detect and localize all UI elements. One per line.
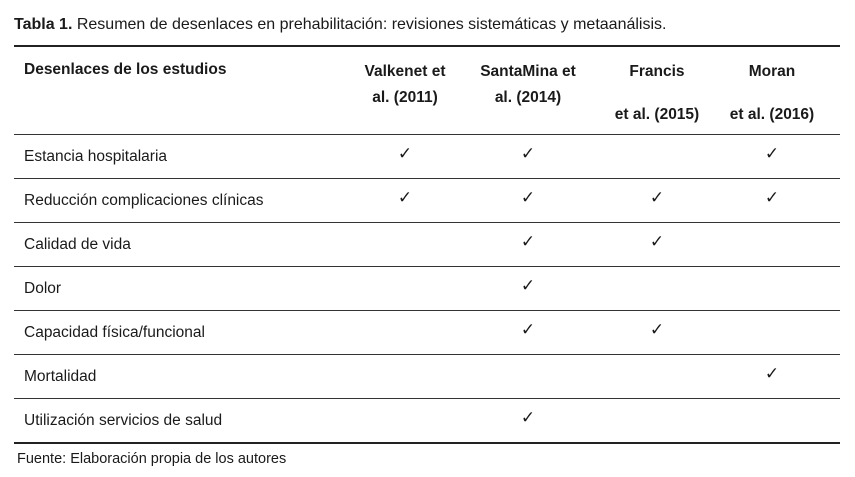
header-study-line1: Valkenet et [364,63,446,80]
check-icon: ✓ [397,144,413,163]
header-study-line2: al. (2011) [372,89,438,106]
table-row [14,355,840,398]
table-row [14,267,840,310]
check-icon: ✓ [520,188,536,207]
header-study-line1: Francis [629,63,685,80]
row-outcome: Mortalidad [24,368,97,385]
outcomes-table [14,45,840,444]
row-outcome: Estancia hospitalaria [24,148,168,165]
table-row [14,223,840,266]
table-body [14,134,840,442]
row-outcome: Dolor [24,280,62,297]
check-icon: ✓ [649,320,665,339]
caption-label: Tabla 1. [14,16,73,33]
row-outcome: Calidad de vida [24,236,131,253]
table-caption [14,15,666,35]
header-study-line1: SantaMina et [480,63,576,80]
row-outcome: Reducción complicaciones clínicas [24,192,264,209]
check-icon: ✓ [520,276,536,295]
check-icon: ✓ [520,144,536,163]
table-source: Fuente: Elaboración propia de los autores [17,451,287,467]
header-study-line2: et al. (2016) [729,106,815,123]
table-header-row [14,47,840,134]
check-icon: ✓ [649,232,665,251]
table-row [14,135,840,178]
table-bottom-rule [14,442,840,444]
row-outcome: Capacidad física/funcional [24,324,205,341]
header-outcomes: Desenlaces de los estudios [24,61,227,78]
check-icon: ✓ [764,188,780,207]
header-study-valkenet [358,59,452,111]
header-study-line2: et al. (2015) [614,106,700,123]
header-study-line1: Moran [748,63,796,80]
header-study-santamina [472,59,584,111]
header-study-moran [718,59,826,128]
table-row [14,311,840,354]
table-row [14,179,840,222]
check-icon: ✓ [764,144,780,163]
check-icon: ✓ [764,364,780,383]
caption-text: Resumen de desenlaces en prehabilitación: revisiones sistemáticas y metaanálisis. [72,16,667,33]
header-study-line2: al. (2014) [494,89,562,106]
check-icon: ✓ [520,232,536,251]
check-icon: ✓ [649,188,665,207]
check-icon: ✓ [520,408,536,427]
check-icon: ✓ [520,320,536,339]
header-study-francis [603,59,711,128]
table-row [14,399,840,442]
check-icon: ✓ [397,188,413,207]
row-outcome: Utilización servicios de salud [24,412,223,429]
